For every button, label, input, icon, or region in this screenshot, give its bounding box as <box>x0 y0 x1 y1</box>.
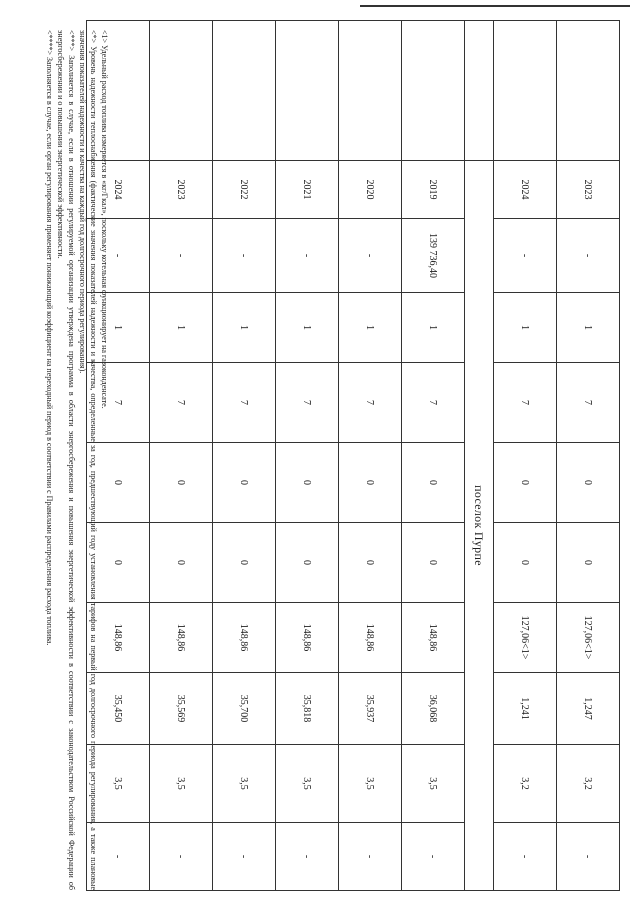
table-row <box>494 21 557 891</box>
value-cell: 7 <box>87 363 150 443</box>
location-indent <box>465 21 494 161</box>
location-row <box>465 21 494 891</box>
value-cell: 0 <box>339 523 402 603</box>
value-cell: - <box>213 219 276 293</box>
value-cell: 127,06<1> <box>494 603 557 673</box>
value-cell: - <box>276 823 339 891</box>
value-cell: 7 <box>494 363 557 443</box>
value-cell: 0 <box>339 443 402 523</box>
row-indent <box>276 21 339 161</box>
year-cell: 2023 <box>557 161 620 219</box>
value-cell: - <box>402 823 465 891</box>
value-cell: 3,5 <box>339 745 402 823</box>
row-indent <box>213 21 276 161</box>
value-cell: 7 <box>339 363 402 443</box>
value-cell: 35,450 <box>87 673 150 745</box>
value-cell: 36,068 <box>402 673 465 745</box>
location-title: поселок Пурпе <box>465 161 494 891</box>
value-cell: 139 736,40 <box>402 219 465 293</box>
table-row <box>276 21 339 891</box>
value-cell: 0 <box>494 443 557 523</box>
year-cell: 2024 <box>87 161 150 219</box>
value-cell: 3,2 <box>494 745 557 823</box>
value-cell: 1 <box>150 293 213 363</box>
value-cell: 0 <box>494 523 557 603</box>
row-indent <box>402 21 465 161</box>
value-cell: 1 <box>339 293 402 363</box>
value-cell: 148,86 <box>150 603 213 673</box>
value-cell: 7 <box>150 363 213 443</box>
value-cell: 3,2 <box>557 745 620 823</box>
row-indent <box>150 21 213 161</box>
value-cell: - <box>339 823 402 891</box>
value-cell: 35,937 <box>339 673 402 745</box>
value-cell: 3,5 <box>87 745 150 823</box>
value-cell: 0 <box>276 443 339 523</box>
value-cell: 0 <box>402 443 465 523</box>
footnote-3: <***> Заполняется в случае, если в отношении регулируемой организации утверждена программа в области энергосбережения и повышения энергетической эффективности в соответствии с законодательством Российской Федерации об энергосбережении и о повышении энергетической эффективности. <box>56 30 76 890</box>
value-cell: 7 <box>276 363 339 443</box>
year-cell: 2021 <box>276 161 339 219</box>
value-cell: 127,06<1> <box>557 603 620 673</box>
footnote-4: <****> Заполняется в случае, если орган регулирования применяет понижающий коэффициент на переходный период в соответствии с Правилами распределения расхода топлива. <box>45 30 54 646</box>
value-cell: 35,700 <box>213 673 276 745</box>
value-cell: 148,86 <box>402 603 465 673</box>
year-cell: 2020 <box>339 161 402 219</box>
table-row <box>150 21 213 891</box>
value-cell: - <box>276 219 339 293</box>
footnotes <box>44 30 110 890</box>
value-cell: 7 <box>557 363 620 443</box>
value-cell: 0 <box>213 443 276 523</box>
row-indent <box>339 21 402 161</box>
value-cell: 7 <box>213 363 276 443</box>
value-cell: 1 <box>402 293 465 363</box>
value-cell: 1 <box>494 293 557 363</box>
value-cell: 0 <box>87 443 150 523</box>
table-row <box>557 21 620 891</box>
value-cell: 0 <box>213 523 276 603</box>
value-cell: 3,5 <box>150 745 213 823</box>
value-cell: 35,818 <box>276 673 339 745</box>
value-cell: 148,86 <box>87 603 150 673</box>
value-cell: - <box>494 823 557 891</box>
value-cell: 1 <box>557 293 620 363</box>
value-cell: 0 <box>150 523 213 603</box>
value-cell: 1 <box>213 293 276 363</box>
value-cell: 3,5 <box>213 745 276 823</box>
value-cell: 148,86 <box>276 603 339 673</box>
year-cell: 2024 <box>494 161 557 219</box>
top-rule <box>360 5 630 7</box>
value-cell: - <box>557 219 620 293</box>
value-cell: 1,247 <box>557 673 620 745</box>
value-cell: 3,5 <box>276 745 339 823</box>
value-cell: - <box>87 823 150 891</box>
value-cell: - <box>557 823 620 891</box>
value-cell: - <box>494 219 557 293</box>
value-cell: 1 <box>87 293 150 363</box>
value-cell: - <box>339 219 402 293</box>
value-cell: - <box>87 219 150 293</box>
table-row <box>339 21 402 891</box>
year-cell: 2023 <box>150 161 213 219</box>
footnote-1: <1> Удельный расход топлива измеряется в «кг/Гкал», поскольку котельная функционирует на газоконденсате. <box>100 30 109 409</box>
value-cell: 1,241 <box>494 673 557 745</box>
year-cell: 2019 <box>402 161 465 219</box>
value-cell: 3,5 <box>402 745 465 823</box>
value-cell: 0 <box>276 523 339 603</box>
row-indent <box>557 21 620 161</box>
value-cell: - <box>150 219 213 293</box>
rotated-page <box>20 20 620 890</box>
value-cell: 148,86 <box>213 603 276 673</box>
value-cell: 0 <box>557 523 620 603</box>
value-cell: 35,569 <box>150 673 213 745</box>
value-cell: - <box>213 823 276 891</box>
table-row <box>402 21 465 891</box>
year-cell: 2022 <box>213 161 276 219</box>
value-cell: 0 <box>402 523 465 603</box>
table-row <box>213 21 276 891</box>
row-indent <box>494 21 557 161</box>
value-cell: 148,86 <box>339 603 402 673</box>
value-cell: 0 <box>87 523 150 603</box>
value-cell: 0 <box>557 443 620 523</box>
value-cell: 7 <box>402 363 465 443</box>
tariff-table <box>86 20 620 891</box>
value-cell: - <box>150 823 213 891</box>
footnote-2: <*> Уровень надежности теплоснабжения (фактические значения показателей надежности и качества, определенные за год, предшествующий году установления тарифов на первый год долгосрочного периода регулирования, а также плановые значения показателей надежности и качества на каждый год долгосрочного периода регулирования). <box>78 30 98 890</box>
value-cell: 0 <box>150 443 213 523</box>
value-cell: 1 <box>276 293 339 363</box>
